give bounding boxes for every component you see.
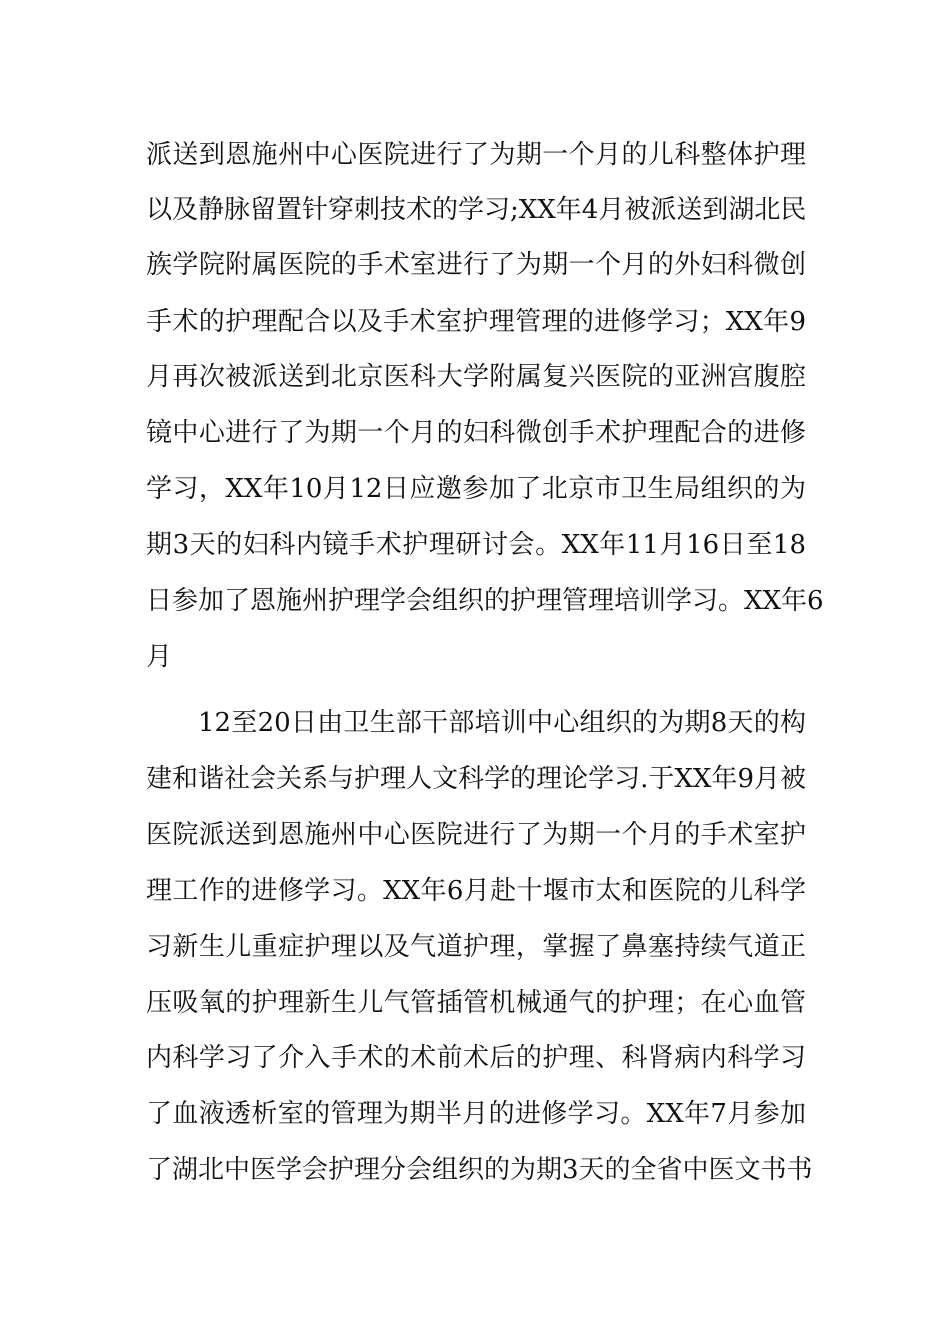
paragraph-2-line-5: 习新生儿重症护理以及气道护理，掌握了鼻塞持续气道正 bbox=[146, 932, 806, 962]
paragraph-2-line-2: 建和谐社会关系与护理人文科学的理论学习.于XX年9月被 bbox=[146, 764, 806, 794]
paragraph-1-line-3: 族学院附属医院的手术室进行了为期一个月的外妇科微创 bbox=[146, 250, 806, 280]
paragraph-1-line-4: 手术的护理配合以及手术室护理管理的进修学习；XX年9 bbox=[146, 307, 806, 337]
paragraph-2-line-8: 了血液透析室的管理为期半月的进修学习。XX年7月参加 bbox=[146, 1099, 806, 1129]
paragraph-2-line-6: 压吸氧的护理新生儿气管插管机械通气的护理；在心血管 bbox=[146, 988, 806, 1018]
paragraph-1-line-1: 派送到恩施州中心医院进行了为期一个月的儿科整体护理 bbox=[146, 140, 806, 170]
paragraph-1-line-7: 学习，XX年10月12日应邀参加了北京市卫生局组织的为 bbox=[146, 474, 806, 504]
paragraph-2-line-3: 医院派送到恩施州中心医院进行了为期一个月的手术室护 bbox=[146, 820, 806, 850]
paragraph-2-line-1: 12至20日由卫生部干部培训中心组织的为期8天的构 bbox=[198, 708, 806, 738]
paragraph-2-line-9: 了湖北中医学会护理分会组织的为期3天的全省中医文书书 bbox=[146, 1155, 813, 1185]
paragraph-1-line-8: 期3天的妇科内镜手术护理研讨会。XX年11月16日至18 bbox=[146, 530, 806, 560]
paragraph-2-line-4: 理工作的进修学习。XX年6月赴十堰市太和医院的儿科学 bbox=[146, 876, 806, 906]
paragraph-1-line-9: 日参加了恩施州护理学会组织的护理管理培训学习。XX年6 bbox=[146, 586, 824, 616]
paragraph-1-line-5: 月再次被派送到北京医科大学附属复兴医院的亚洲宫腹腔 bbox=[146, 362, 806, 392]
paragraph-1-line-2: 以及静脉留置针穿刺技术的学习;XX年4月被派送到湖北民 bbox=[146, 195, 807, 225]
paragraph-1-line-6: 镜中心进行了为期一个月的妇科微创手术护理配合的进修 bbox=[146, 418, 806, 448]
paragraph-1-line-10: 月 bbox=[146, 642, 173, 672]
paragraph-2-line-7: 内科学习了介入手术的术前术后的护理、科肾病内科学习 bbox=[146, 1043, 806, 1073]
